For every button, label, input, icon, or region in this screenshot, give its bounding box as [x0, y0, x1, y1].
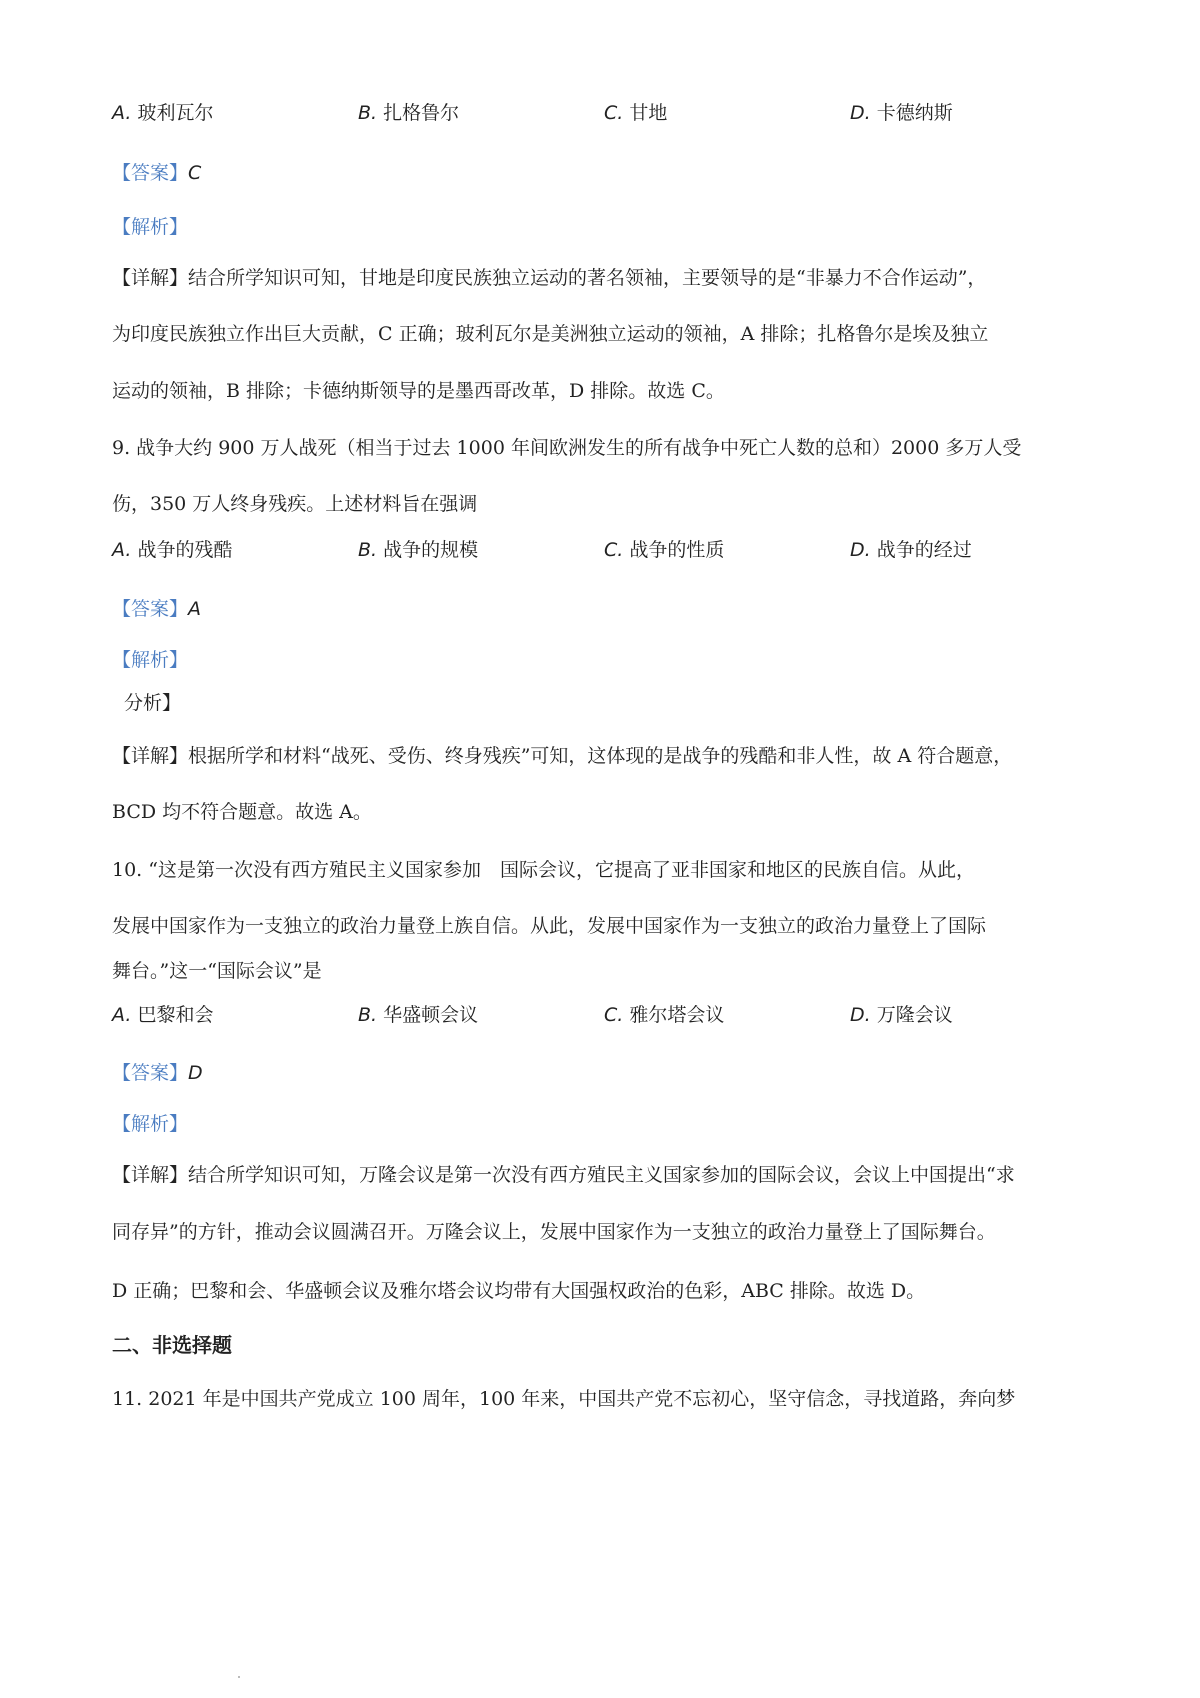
q8-option-d: D. 卡德纳斯: [850, 102, 953, 124]
q10-option-c: C. 雅尔塔会议: [604, 1004, 725, 1026]
answer-value: C: [188, 162, 202, 184]
q11-stem-line: 11. 2021 年是中国共产党成立 100 周年，100 年来，中国共产党不忘初心，坚守信念，寻找道路，奔向梦: [112, 1388, 1016, 1410]
q10-stem-line: 10. “这是第一次没有西方殖民主义国家参加 国际会议，它提高了亚非国家和地区的民族自信。从此，: [112, 859, 975, 881]
q10-option-d: D. 万隆会议: [850, 1004, 953, 1026]
q10-detail-line: D 正确；巴黎和会、华盛顿会议及雅尔塔会议均带有大国强权政治的色彩，ABC 排除。故选 D。: [112, 1280, 926, 1302]
answer-tag: 【答案】: [112, 162, 189, 184]
q8-option-c: C. 甘地: [604, 102, 668, 124]
q9-options: [112, 537, 1112, 563]
q9-option-b: B. 战争的规模: [358, 539, 479, 561]
q9-option-a: A. 战争的残酷: [112, 539, 233, 561]
answer-tag: 【答案】: [112, 598, 189, 620]
q8-options: [112, 100, 1112, 126]
page-speck: [238, 1676, 240, 1678]
q10-answer: [112, 1060, 203, 1086]
q10-stem-line: 舞台。”这一“国际会议”是: [112, 960, 322, 982]
q9-answer: [112, 596, 201, 622]
q10-options: [112, 1002, 1112, 1028]
q8-detail-line: 为印度民族独立作出巨大贡献，C 正确；玻利瓦尔是美洲独立运动的领袖，A 排除；扎格鲁尔是埃及独立: [112, 323, 989, 345]
q9-option-c: C. 战争的性质: [604, 539, 725, 561]
q8-option-a: A. 玻利瓦尔: [112, 102, 214, 124]
q8-option-b: B. 扎格鲁尔: [358, 102, 460, 124]
q9-detail-line: BCD 均不符合题意。故选 A。: [112, 801, 372, 823]
q9-option-d: D. 战争的经过: [850, 539, 972, 561]
answer-tag: 【答案】: [112, 1062, 189, 1084]
q10-analysis-tag: 【解析】: [112, 1113, 189, 1135]
q10-stem-line: 发展中国家作为一支独立的政治力量登上族自信。从此，发展中国家作为一支独立的政治力量登上了国际: [112, 915, 987, 937]
q9-detail-line: 【详解】根据所学和材料“战死、受伤、终身残疾”可知，这体现的是战争的残酷和非人性，故 A 符合题意，: [112, 745, 1013, 767]
q9-stem-line: 9. 战争大约 900 万人战死（相当于过去 1000 年间欧洲发生的所有战争中死亡人数的总和）2000 多万人受: [112, 437, 1022, 459]
q8-detail-line: 【详解】结合所学知识可知，甘地是印度民族独立运动的著名领袖，主要领导的是“非暴力不合作运动”，: [112, 267, 987, 289]
q10-detail-line: 同存异”的方针，推动会议圆满召开。万隆会议上，发展中国家作为一支独立的政治力量登上了国际舞台。: [112, 1221, 996, 1243]
q10-option-b: B. 华盛顿会议: [358, 1004, 479, 1026]
section-heading: 二、非选择题: [112, 1333, 232, 1357]
answer-value: D: [188, 1062, 203, 1084]
q10-detail-line: 【详解】结合所学知识可知，万隆会议是第一次没有西方殖民主义国家参加的国际会议，会议上中国提出“求: [112, 1164, 1015, 1186]
q9-analysis-note: 分析】: [124, 692, 182, 714]
answer-value: A: [188, 598, 202, 620]
q8-detail-line: 运动的领袖，B 排除；卡德纳斯领导的是墨西哥改革，D 排除。故选 C。: [112, 380, 725, 402]
q10-option-a: A. 巴黎和会: [112, 1004, 214, 1026]
q8-answer: [112, 160, 201, 186]
q9-analysis-tag: 【解析】: [112, 649, 189, 671]
q9-stem-line: 伤，350 万人终身残疾。上述材料旨在强调: [112, 493, 478, 515]
q8-analysis-tag: 【解析】: [112, 216, 189, 238]
